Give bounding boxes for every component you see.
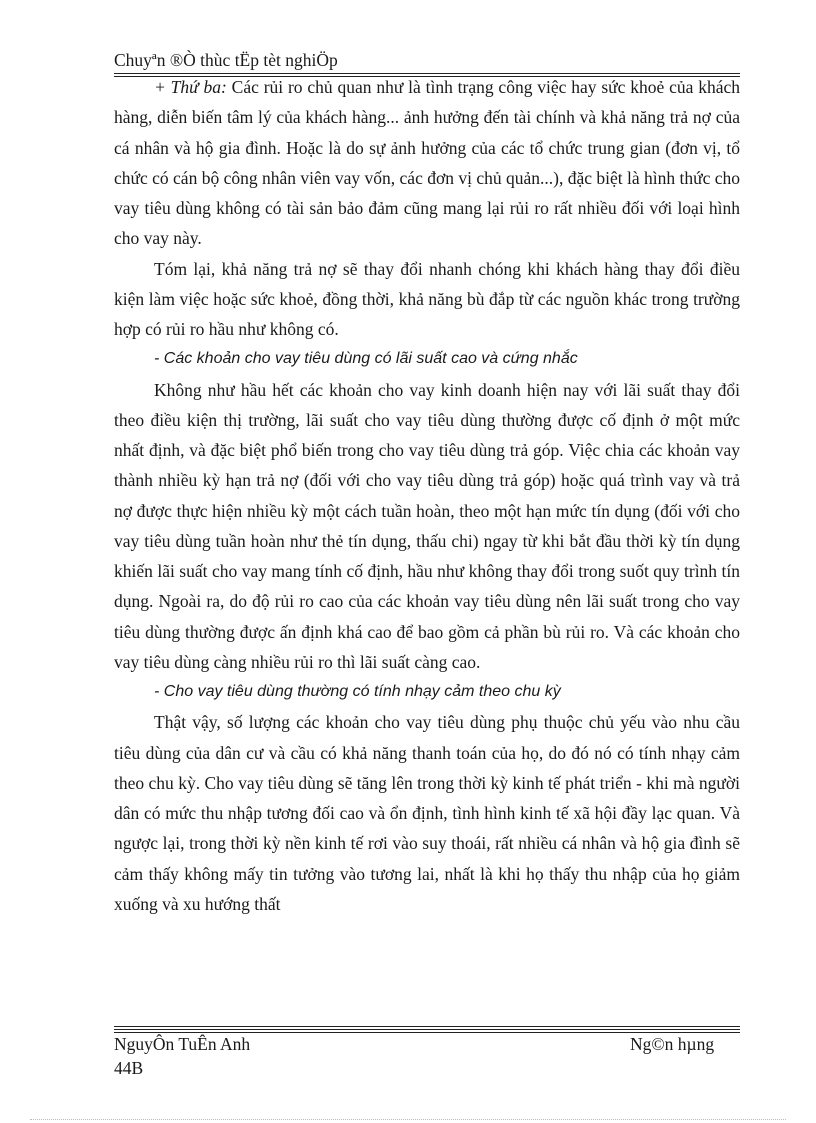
paragraph-thu-ba <box>114 72 740 254</box>
subheading-chu-ky: - Cho vay tiêu dùng thường có tính nhạy cảm theo chu kỳ <box>154 683 561 700</box>
document-body <box>114 72 740 919</box>
paragraph-text: Các rủi ro chủ quan như là tình trạng công việc hay sức khoẻ của khách hàng, diễn biến tâm lý của khách hàng... ảnh hưởng đến tài chính và khả năng trả nợ của cá nhân và hộ gia đình. Hoặc là do sự ảnh hưởng của các tổ chức trung gian (đơn vị, tổ chức có cán bộ công nhân viên vay vốn, các đơn vị chủ quản...), đặc biệt là hình thức cho vay tiêu dùng không có tài sản bảo đảm cũng mang lại rủi ro rất nhiều đối với loại hình cho vay này. <box>114 77 740 249</box>
footer-department: Ng©n hµng <box>630 1034 715 1054</box>
paragraph-chu-ky: Thật vậy, số lượng các khoản cho vay tiêu dùng phụ thuộc chủ yếu vào nhu cầu tiêu dùng của dân cư và cầu có khả năng thanh toán của họ, do đó nó có tính nhạy cảm theo chu kỳ. Cho vay tiêu dùng sẽ tăng lên trong thời kỳ kinh tế phát triển - khi mà người dân có mức thu nhập tương đối cao và ổn định, tình hình kinh tế xã hội đầy lạc quan. Và ngược lại, trong thời kỳ nền kinh tế rơi vào suy thoái, rất nhiều cá nhân và hộ gia đình sẽ cảm thấy không mấy tin tưởng vào tương lai, nhất là khi họ thấy thu nhập của họ giảm xuống và xu hướng thất <box>114 712 740 914</box>
paragraph-tom-lai: Tóm lại, khả năng trả nợ sẽ thay đổi nhanh chóng khi khách hàng thay đổi điều kiện làm việc hoặc sức khoẻ, đồng thời, khả năng bù đắp từ các nguồn khác trong trường hợp có rủi ro hầu như không có. <box>114 258 740 339</box>
paragraph-lead: + Thứ ba: <box>154 77 227 97</box>
footer-rule <box>114 1032 740 1033</box>
paragraph-lai-suat: Không như hầu hết các khoản cho vay kinh doanh hiện nay với lãi suất thay đổi theo điều kiện thị trường, lãi suất cho vay tiêu dùng thường được cố định ở một mức nhất định, và đặc biệt phổ biến trong cho vay tiêu dùng trả góp. Việc chia các khoản vay thành nhiều kỳ hạn trả nợ (đối với cho vay tiêu dùng trả góp) hoặc quá trình vay và trả nợ được thực hiện nhiều kỳ một cách tuần hoàn, theo một hạn mức tín dụng (đối với cho vay tiêu dùng tuần hoàn như thẻ tín dụng, thấu chi) ngay từ khi bắt đầu thời kỳ tín dụng khiến lãi suất cho vay mang tính cố định, hầu như không thay đổi trong suốt quy trình tín dụng. Ngoài ra, do độ rủi ro cao của các khoản vay tiêu dùng nên lãi suất trong cho vay tiêu dùng thường được ấn định khá cao để bao gồm cả phần bù rủi ro. Và các khoản cho vay tiêu dùng càng nhiều rủi ro thì lãi suất càng cao. <box>114 379 740 672</box>
footer-rule <box>114 1026 740 1027</box>
footer-rule <box>114 1029 740 1030</box>
page-header-title: Chuyªn ®Ò thùc tËp tèt nghiÖp <box>114 50 338 70</box>
page-edge <box>30 1119 786 1120</box>
footer-author: NguyÔn TuÊn Anh <box>114 1034 251 1054</box>
subheading-lai-suat: - Các khoản cho vay tiêu dùng có lãi suất cao và cứng nhắc <box>154 350 578 368</box>
footer-class: 44B <box>114 1058 144 1078</box>
